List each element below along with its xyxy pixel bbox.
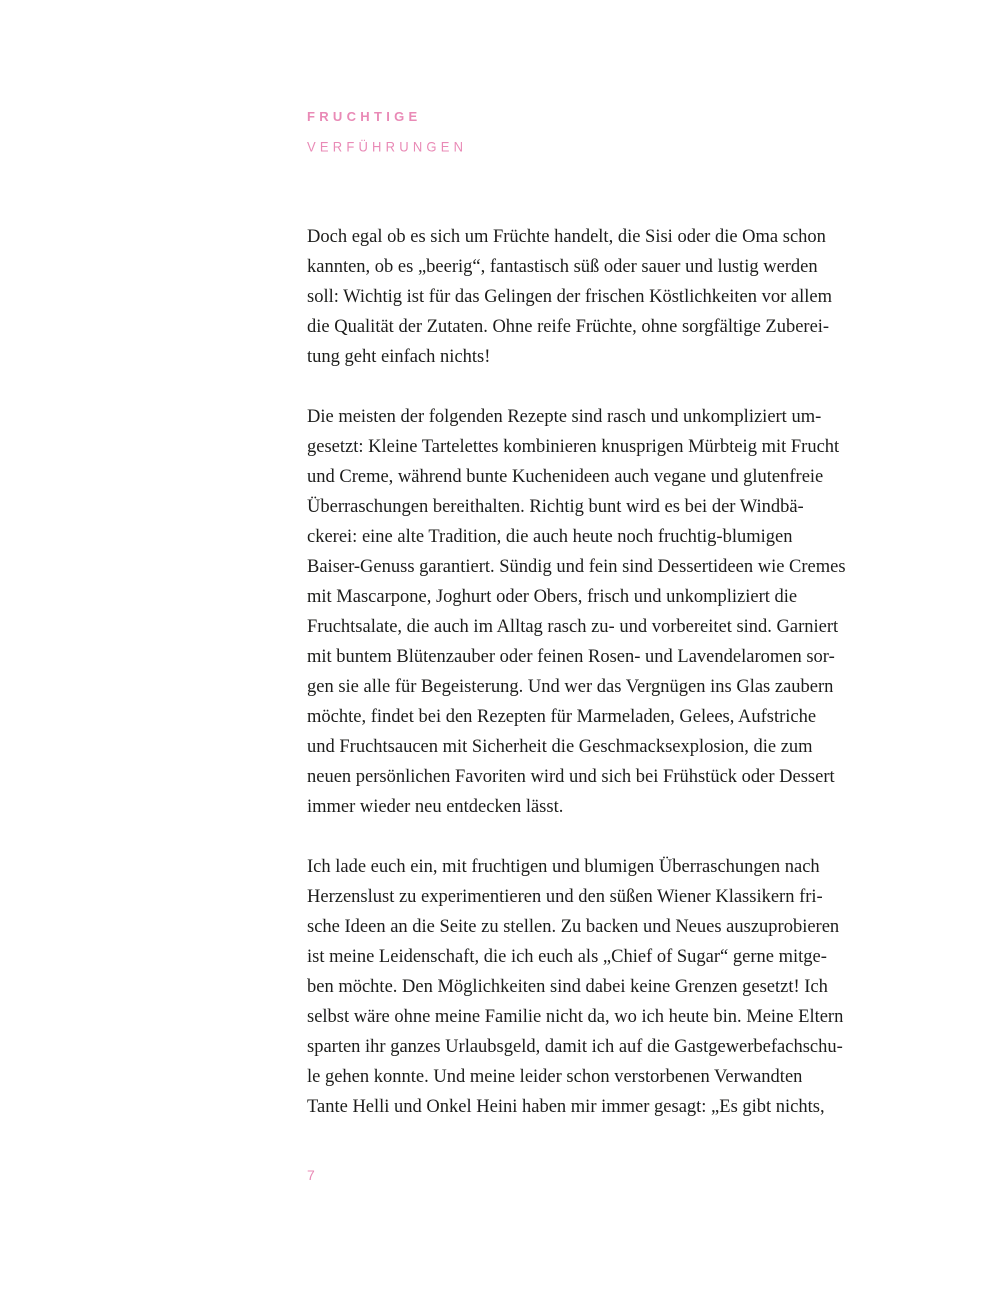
text-line: möchte, findet bei den Rezepten für Marmeladen, Gelees, Aufstriche <box>307 707 817 727</box>
page-number: 7 <box>307 1167 315 1183</box>
text-line: sche Ideen an die Seite zu stellen. Zu backen und Neues auszuprobieren <box>307 917 840 937</box>
text-line: Überraschungen bereithalten. Richtig bunt wird es bei der Windbä- <box>307 497 804 517</box>
text-line: ckerei: eine alte Tradition, die auch heute noch fruchtig-blumigen <box>307 527 793 547</box>
text-line: le gehen konnte. Und meine leider schon verstorbenen Verwandten <box>307 1067 803 1087</box>
text-line: und Fruchtsaucen mit Sicherheit die Geschmacksexplosion, die zum <box>307 737 813 757</box>
text-line: Doch egal ob es sich um Früchte handelt, die Sisi oder die Oma schon <box>307 227 826 247</box>
paragraph <box>307 852 902 1122</box>
text-line: selbst wäre ohne meine Familie nicht da, wo ich heute bin. Meine Eltern <box>307 1007 844 1027</box>
text-line: ben möchte. Den Möglichkeiten sind dabei keine Grenzen gesetzt! Ich <box>307 977 828 997</box>
text-line: mit buntem Blütenzauber oder feinen Rosen- und Lavendelaromen sor- <box>307 647 835 667</box>
text-line: Fruchtsalate, die auch im Alltag rasch zu- und vorbereitet sind. Garniert <box>307 617 839 637</box>
text-line: ist meine Leidenschaft, die ich euch als „Chief of Sugar“ gerne mitge- <box>307 947 827 967</box>
text-line: gesetzt: Kleine Tartelettes kombinieren knusprigen Mürbteig mit Frucht <box>307 437 840 457</box>
text-line: und Creme, während bunte Kuchenideen auch vegane und glutenfreie <box>307 467 824 487</box>
chapter-title-line-1: FRUCHTIGE <box>307 109 422 124</box>
text-line: tung geht einfach nichts! <box>307 347 491 367</box>
text-line: gen sie alle für Begeisterung. Und wer das Vergnügen ins Glas zaubern <box>307 677 834 697</box>
text-line: Ich lade euch ein, mit fruchtigen und blumigen Überraschungen nach <box>307 857 820 877</box>
text-line: die Qualität der Zutaten. Ohne reife Früchte, ohne sorgfältige Zuberei- <box>307 317 830 337</box>
text-line: mit Mascarpone, Joghurt oder Obers, frisch und unkompliziert die <box>307 587 798 607</box>
chapter-title-line-2: VERFÜHRUNGEN <box>307 139 468 155</box>
text-line: sparten ihr ganzes Urlaubsgeld, damit ich auf die Gastgewerbefachschu- <box>307 1037 843 1057</box>
text-line: Baiser-Genuss garantiert. Sündig und fein sind Dessertideen wie Cremes <box>307 557 846 577</box>
body-text <box>307 222 902 1152</box>
text-line: Tante Helli und Onkel Heini haben mir immer gesagt: „Es gibt nichts, <box>307 1097 825 1117</box>
text-line: Herzenslust zu experimentieren und den süßen Wiener Klassikern fri- <box>307 887 823 907</box>
text-line: soll: Wichtig ist für das Gelingen der frischen Köstlichkeiten vor allem <box>307 287 833 307</box>
text-line: Die meisten der folgenden Rezepte sind rasch und unkompliziert um- <box>307 407 822 427</box>
text-line: kannten, ob es „beerig“, fantastisch süß oder sauer und lustig werden <box>307 257 818 277</box>
text-line: neuen persönlichen Favoriten wird und sich bei Frühstück oder Dessert <box>307 767 835 787</box>
paragraph <box>307 402 902 822</box>
paragraph <box>307 222 902 372</box>
chapter-header <box>307 108 467 156</box>
text-line: immer wieder neu entdecken lässt. <box>307 797 564 817</box>
